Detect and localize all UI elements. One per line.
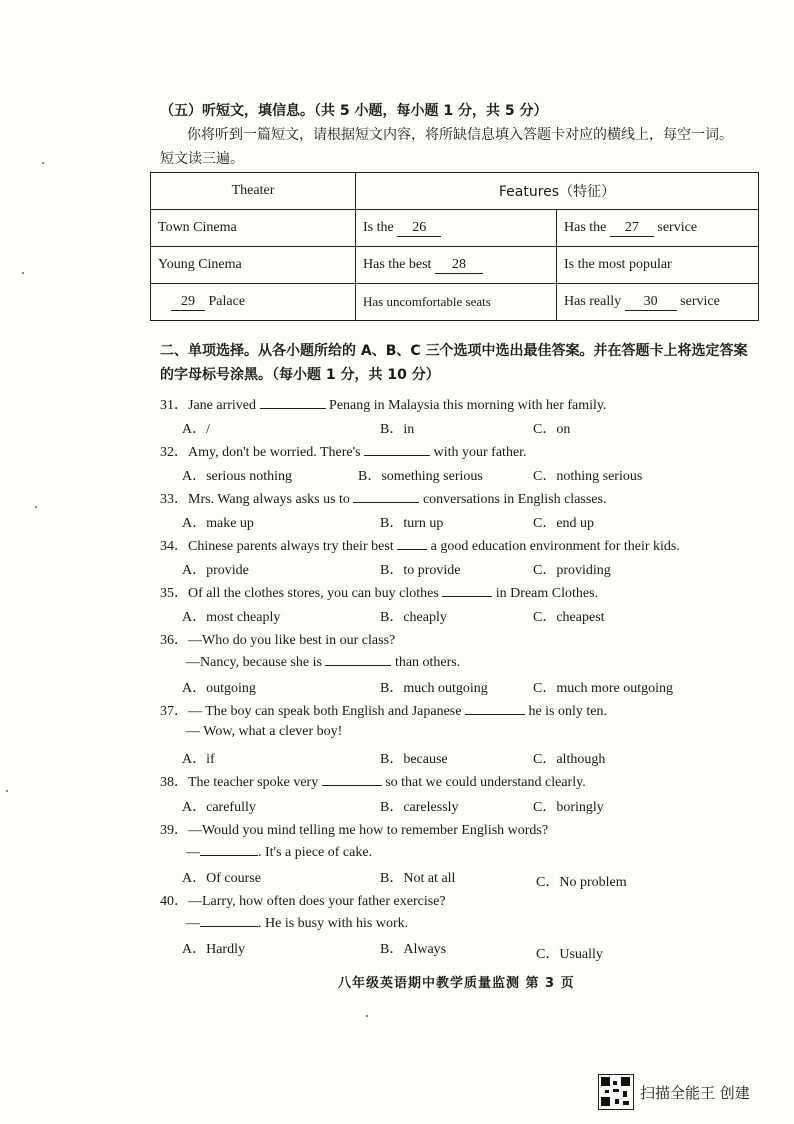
answer-blank[interactable] — [353, 490, 419, 503]
section5-instruction: 你将听到一篇短文，请根据短文内容，将所缺信息填入答题卡对应的横线上，每空一词。 — [187, 127, 733, 143]
question-37-reply: — Wow, what a clever boy! — [186, 724, 343, 739]
feature-text: service — [657, 219, 698, 235]
question-text: so that we could understand clearly. — [385, 775, 586, 790]
feature-cell — [356, 210, 557, 247]
question-35 — [160, 582, 598, 602]
question-text: —Nancy, because she is — [186, 655, 322, 670]
section5-instruction-cont: 短文读三遍。 — [160, 151, 244, 167]
question-32 — [160, 441, 527, 461]
qr-code-icon — [598, 1074, 634, 1110]
question-34 — [160, 535, 680, 555]
answer-blank-27[interactable]: 27 — [610, 220, 654, 237]
question-text: 35．Of all the clothes stores, you can buy clothes — [160, 586, 439, 601]
answer-blank-28[interactable]: 28 — [435, 257, 483, 274]
feature-cell: Has uncomfortable seats — [356, 284, 557, 321]
option-c[interactable]: C．much more outgoing — [533, 681, 673, 696]
table-header-row — [151, 173, 759, 210]
section2-title: 二、单项选择。从各小题所给的 A、B、C 三个选项中选出最佳答案。并在答题卡上将选定答案 — [160, 343, 748, 359]
option-a[interactable]: A．outgoing — [182, 681, 256, 696]
table-row — [151, 284, 759, 321]
option-a[interactable]: A．Of course — [182, 871, 261, 886]
feature-cell — [356, 247, 557, 284]
question-text: 32．Amy, don't be worried. There's — [160, 445, 361, 460]
option-a[interactable]: A．if — [182, 752, 215, 767]
answer-blank[interactable] — [200, 914, 258, 927]
question-text: 31．Jane arrived — [160, 398, 257, 413]
features-table — [150, 172, 759, 321]
answer-blank[interactable] — [364, 443, 430, 456]
scanner-brand-label: 扫描全能王 创建 — [640, 1084, 750, 1102]
option-c[interactable]: C．end up — [533, 516, 595, 531]
option-b[interactable]: B．Not at all — [380, 871, 456, 886]
option-b[interactable]: B．cheaply — [380, 610, 447, 625]
scan-speck — [366, 1015, 368, 1017]
question-text: 34．Chinese parents always try their best — [160, 539, 394, 554]
option-b[interactable]: B．Always — [380, 942, 447, 957]
question-text: conversations in English classes. — [422, 492, 607, 507]
option-c[interactable]: C．providing — [533, 563, 611, 578]
scan-speck — [6, 790, 8, 792]
answer-blank-29[interactable]: 29 — [171, 294, 205, 311]
section2-title-cont: 的字母标号涂黑。（每小题 1 分，共 10 分） — [160, 367, 440, 383]
section5-title: （五）听短文，填信息。（共 5 小题，每小题 1 分，共 5 分） — [160, 103, 548, 119]
question-39-reply — [186, 843, 372, 861]
option-c[interactable]: C．No problem — [536, 875, 627, 890]
feature-cell — [557, 210, 759, 247]
feature-text: Has really — [564, 293, 622, 309]
answer-blank[interactable] — [200, 843, 258, 856]
scan-speck — [35, 506, 37, 508]
option-a[interactable]: A．most cheaply — [182, 610, 281, 625]
option-a[interactable]: A．Hardly — [182, 942, 245, 957]
scan-speck — [22, 272, 24, 274]
feature-text: Is the — [363, 219, 394, 235]
option-b[interactable]: B．something serious — [358, 469, 483, 484]
question-text: a good education environment for their kids. — [430, 539, 680, 554]
theater-cell: Town Cinema — [151, 210, 356, 247]
question-33 — [160, 488, 606, 508]
answer-blank[interactable] — [442, 584, 492, 597]
answer-blank-30[interactable]: 30 — [625, 294, 677, 311]
question-40-reply — [186, 914, 408, 932]
question-37 — [160, 700, 607, 720]
question-40: 40．—Larry, how often does your father exercise? — [160, 894, 446, 909]
question-text: he is only ten. — [528, 704, 607, 719]
option-c[interactable]: C．on — [533, 422, 571, 437]
scan-speck — [42, 162, 44, 164]
option-a[interactable]: A．make up — [182, 516, 254, 531]
option-c[interactable]: C．cheapest — [533, 610, 605, 625]
option-c[interactable]: C．although — [533, 752, 606, 767]
table-row — [151, 247, 759, 284]
option-a[interactable]: A．/ — [182, 422, 210, 437]
feature-text: service — [680, 293, 720, 309]
answer-blank[interactable] — [322, 773, 382, 786]
question-text: 38．The teacher spoke very — [160, 775, 319, 790]
question-text: 37．— The boy can speak both English and Japanese — [160, 704, 462, 719]
question-31 — [160, 394, 607, 414]
question-39: 39．—Would you mind telling me how to remember English words? — [160, 823, 549, 838]
answer-blank[interactable] — [325, 653, 391, 666]
answer-blank[interactable] — [465, 702, 525, 715]
question-36-reply — [186, 653, 460, 671]
option-b[interactable]: B．much outgoing — [380, 681, 488, 696]
option-c[interactable]: C．nothing serious — [533, 469, 643, 484]
question-text: Penang in Malaysia this morning with her family. — [329, 398, 607, 413]
question-text: — — [186, 845, 200, 860]
option-b[interactable]: B．in — [380, 422, 415, 437]
option-c[interactable]: C．boringly — [533, 800, 604, 815]
theater-cell — [151, 284, 356, 321]
theater-cell: Young Cinema — [151, 247, 356, 284]
page-footer: 八年级英语期中教学质量监测 第 3 页 — [338, 976, 575, 991]
header-features: Features（特征） — [356, 173, 759, 210]
table-row — [151, 210, 759, 247]
answer-blank-26[interactable]: 26 — [397, 220, 441, 237]
option-b[interactable]: B．to provide — [380, 563, 461, 578]
question-38 — [160, 771, 586, 791]
question-text: in Dream Clothes. — [495, 586, 599, 601]
question-36: 36．—Who do you like best in our class? — [160, 633, 396, 648]
feature-text: Has the — [564, 219, 607, 235]
answer-blank[interactable] — [260, 396, 326, 409]
question-text: . He is busy with his work. — [258, 916, 409, 931]
question-text: than others. — [394, 655, 461, 670]
question-text: . It's a piece of cake. — [258, 845, 373, 860]
option-a[interactable]: A．carefully — [182, 800, 256, 815]
option-b[interactable]: B．carelessly — [380, 800, 459, 815]
feature-cell — [557, 284, 759, 321]
feature-cell: Is the most popular — [557, 247, 759, 284]
option-b[interactable]: B．because — [380, 752, 448, 767]
option-c[interactable]: C．Usually — [536, 947, 603, 962]
answer-blank[interactable] — [397, 537, 427, 550]
option-a[interactable]: A．provide — [182, 563, 249, 578]
header-theater: Theater — [151, 173, 356, 210]
feature-text: Has the best — [363, 256, 432, 272]
question-text: 33．Mrs. Wang always asks us to — [160, 492, 350, 507]
question-text: — — [186, 916, 200, 931]
question-text: with your father. — [433, 445, 527, 460]
theater-name: Palace — [208, 293, 246, 309]
option-a[interactable]: A．serious nothing — [182, 469, 293, 484]
option-b[interactable]: B．turn up — [380, 516, 444, 531]
